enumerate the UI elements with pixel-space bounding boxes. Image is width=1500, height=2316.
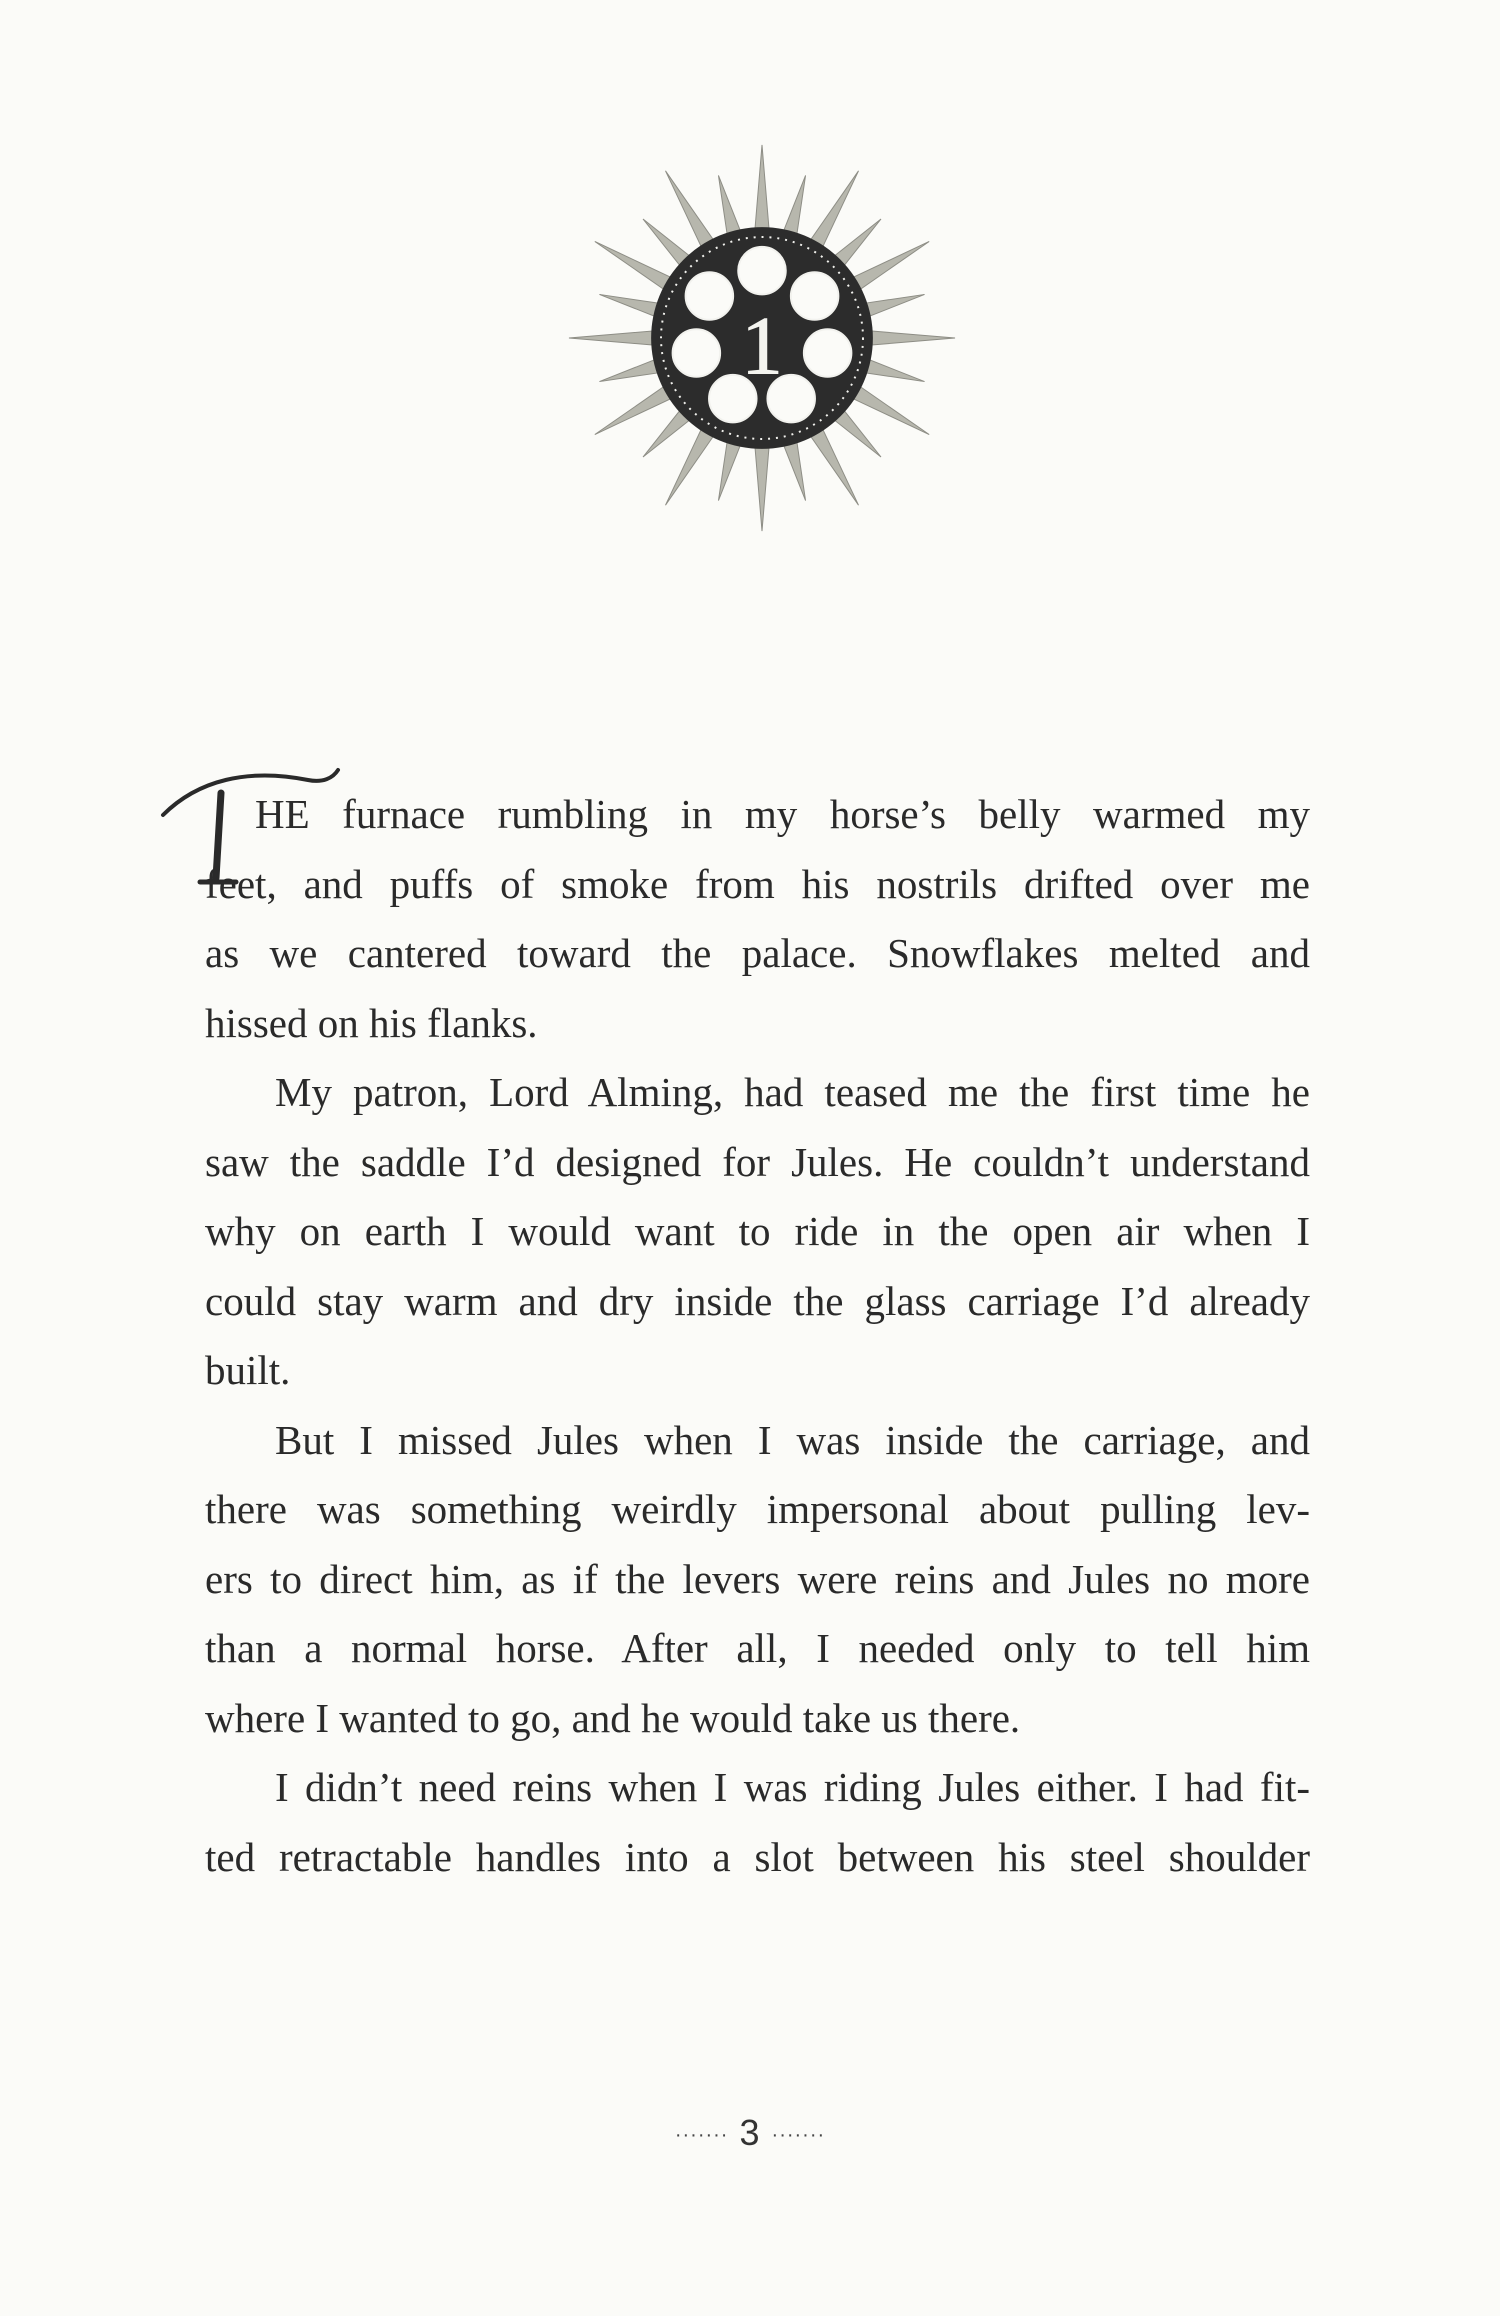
chapter-ornament: [564, 140, 960, 536]
text-line: why on earth I would want to ride in the open air when I: [205, 1208, 1310, 1254]
text-line: saw the saddle I’d designed for Jules. He couldn’t understand: [205, 1138, 1310, 1185]
folio-leader-right: ·······: [771, 2123, 826, 2146]
text-line: feet, and puffs of smoke from his nostrils drifted over me: [205, 860, 1310, 907]
ornament-ray: [569, 331, 658, 346]
ornament-hole: [738, 247, 786, 295]
text-line: there was something weirdly impersonal about pulling lev-: [205, 1486, 1310, 1532]
text-line: HE furnace rumbling in my horse’s belly warmed my: [255, 791, 1310, 837]
text-line: built.: [205, 1347, 291, 1393]
chapter-ornament-graphic: [564, 140, 960, 536]
text-line: I didn’t need reins when I was riding Jules either. I had fit-: [275, 1764, 1310, 1810]
ornament-ray: [665, 424, 716, 505]
text-line: could stay warm and dry inside the glass carriage I’d already: [205, 1277, 1310, 1324]
text-line: ers to direct him, as if the levers were reins and Jules no more: [205, 1555, 1310, 1602]
text-line: than a normal horse. After all, I needed only to tell him: [205, 1625, 1310, 1671]
ornament-hole: [804, 329, 852, 377]
chapter-number: 1: [741, 299, 783, 392]
page-number-footer: [0, 2112, 1500, 2154]
ornament-ray: [595, 383, 676, 434]
paragraph-4: [205, 1753, 1310, 1892]
text-line: where I wanted to go, and he would take us there.: [205, 1694, 1021, 1741]
page-number: 3: [739, 2112, 761, 2153]
body-text: [205, 780, 1310, 1892]
paragraph-2: [205, 1058, 1310, 1406]
ornament-ray: [755, 145, 770, 234]
paragraph-3: [205, 1406, 1310, 1754]
ornament-hole: [791, 272, 839, 320]
ornament-hole: [686, 272, 734, 320]
ornament-ray: [848, 383, 929, 434]
ornament-ray: [595, 241, 676, 292]
ornament-ray: [755, 442, 770, 531]
text-line: But I missed Jules when I was inside the carriage, and: [275, 1416, 1310, 1463]
text-line: My patron, Lord Alming, had teased me the first time he: [275, 1069, 1310, 1115]
ornament-ray: [665, 171, 716, 252]
drop-cap-letter: T: [158, 760, 159, 761]
ornament-ray: [866, 331, 955, 346]
paragraph-1: [205, 780, 1310, 1058]
ornament-ray: [848, 241, 929, 292]
text-line: ted retractable handles into a slot between his steel shoulder: [205, 1833, 1310, 1880]
text-line: hissed on his flanks.: [205, 999, 538, 1046]
folio-leader-left: ·······: [674, 2123, 729, 2146]
ornament-ray: [807, 424, 858, 505]
ornament-hole: [673, 329, 721, 377]
ornament-ray: [807, 171, 858, 252]
text-line: as we cantered toward the palace. Snowflakes melted and: [205, 930, 1310, 976]
